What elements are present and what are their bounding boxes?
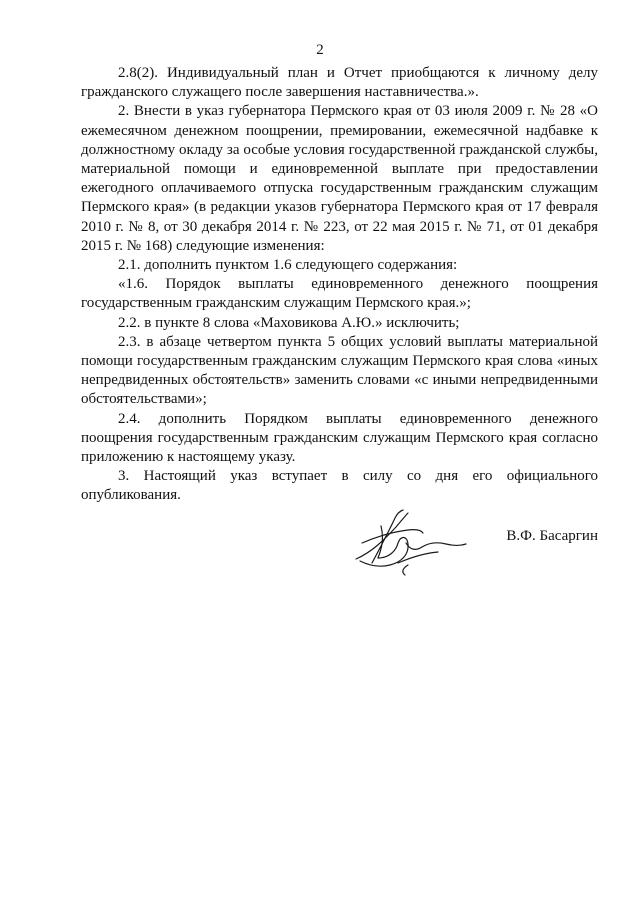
page-number: 2	[316, 42, 324, 58]
paragraph-3: 3. Настоящий указ вступает в силу со дня его официального опубликования.	[81, 468, 598, 504]
paragraph-2-2: 2.2. в пункте 8 слова «Маховикова А.Ю.» исключить;	[118, 314, 460, 331]
paragraph-2-3: 2.3. в абзаце четвертом пункта 5 общих условий выплаты материальной помощи государственным гражданским служащим Пермского края слова «иных непредвиденных обстоятельств» заменить словами «с иными непредвиденными обстоятельствами»;	[81, 333, 598, 408]
paragraph-2-8-2: 2.8(2). Индивидуальный план и Отчет приобщаются к личному делу гражданского служащего после завершения наставничества.».	[81, 65, 598, 101]
document-body	[81, 64, 598, 506]
paragraph-1-6-quote: «1.6. Порядок выплаты единовременного денежного поощрения государственным гражданским служащим Пермского края.»;	[81, 276, 598, 312]
signer-name: В.Ф. Басаргин	[506, 528, 598, 544]
handwritten-signature	[350, 505, 470, 577]
paragraph-2-amend-decree: 2. Внести в указ губернатора Пермского края от 03 июля 2009 г. № 28 «О ежемесячном денежном поощрении, премировании, ежемесячной надбавке к должностному окладу за особые условия государственной гражданской службы, материальной помощи и единовременной выплате при предоставлении ежегодного оплачиваемого отпуска государственным гражданским служащим Пермского края» (в редакции указов губернатора Пермского края от 17 февраля 2010 г. № 8, от 30 декабря 2014 г. № 223, от 22 мая 2015 г. № 71, от 01 декабря 2015 г. № 168) следующие изменения:	[81, 103, 598, 254]
paragraph-2-1: 2.1. дополнить пунктом 1.6 следующего содержания:	[118, 257, 458, 274]
paragraph-2-4: 2.4. дополнить Порядком выплаты единовременного денежного поощрения государственным гражданским служащим Пермского края согласно приложению к настоящему указу.	[81, 410, 598, 466]
signature-block	[350, 505, 600, 585]
